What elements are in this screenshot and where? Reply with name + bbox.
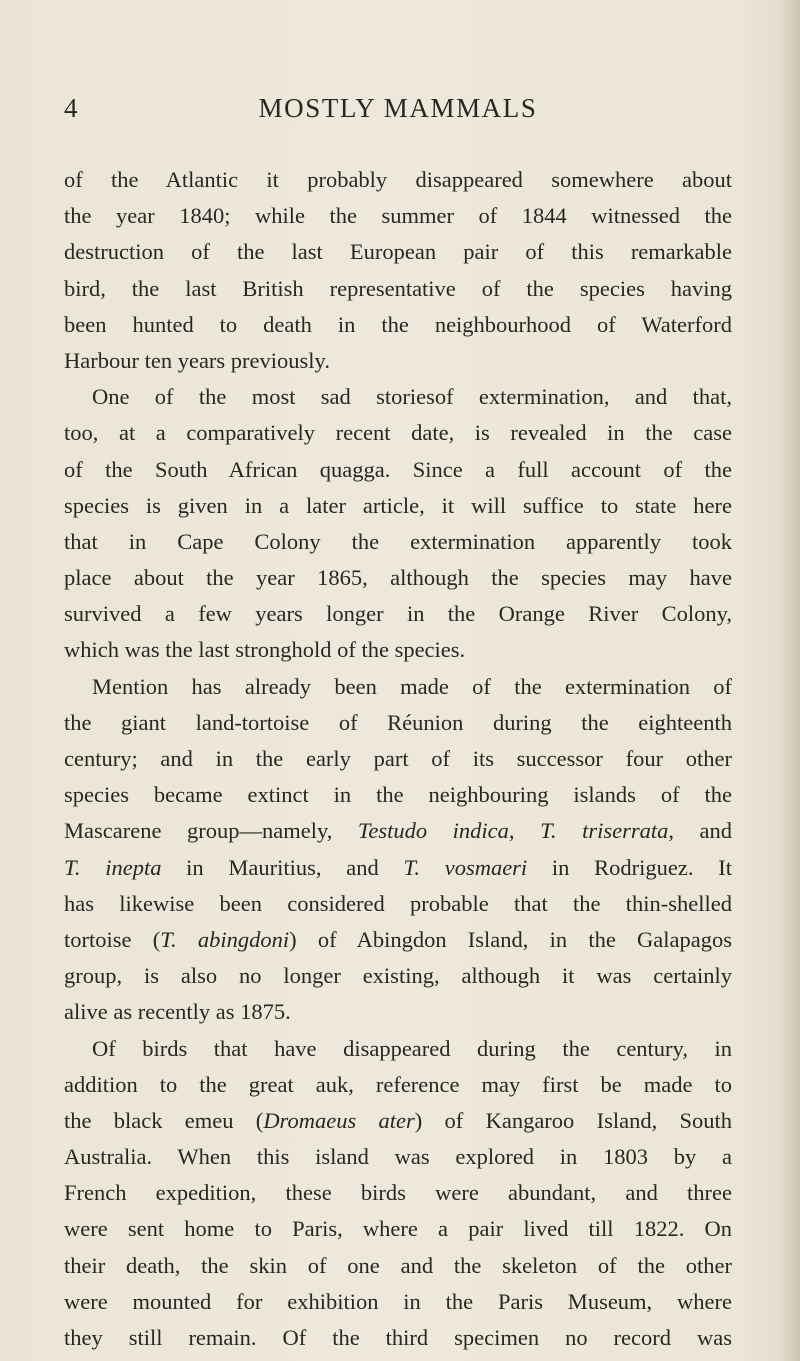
text-line: place about the year 1865, although the species may have — [64, 565, 732, 591]
text-line: the giant land-tortoise of Réunion during the eighteenth — [64, 709, 732, 735]
text-line: were sent home to Paris, where a pair lived till 1822. On — [64, 1216, 732, 1242]
text-line: Mention has already been made of the extermination of — [92, 673, 732, 699]
running-title: MOSTLY MAMMALS — [258, 93, 538, 123]
text-line: alive as recently as 1875. — [64, 999, 291, 1025]
text-segment: tortoise ( — [64, 926, 161, 952]
text-line: that in Cape Colony the extermination apparently took — [64, 528, 732, 554]
species-name: T. inepta — [64, 854, 162, 880]
text-line: century; and in the early part of its successor four other — [64, 746, 732, 771]
text-line: been hunted to death in the neighbourhood of Waterford — [64, 311, 732, 337]
text-line — [64, 813, 732, 849]
text-line: bird, the last British representative of the species having — [64, 275, 732, 301]
text-line: French expedition, these birds were abundant, and three — [64, 1180, 732, 1206]
text-line: which was the last stronghold of the species. — [64, 637, 466, 663]
text-line: of the Atlantic it probably disappeared somewhere about — [64, 167, 732, 192]
page-edge-shadow — [778, 0, 800, 1361]
text-segment: ) of Kangaroo Island, South — [414, 1107, 732, 1133]
body-text — [64, 162, 732, 1356]
text-line: has likewise been considered probable that the thin-shelled — [64, 890, 732, 916]
text-line: were mounted for exhibition in the Paris Museum, where — [64, 1288, 732, 1314]
text-line: the year 1840; while the summer of 1844 witnessed the — [64, 203, 732, 229]
text-line: of the South African quagga. Since a full account of the — [64, 456, 732, 482]
species-name: T. abingdoni — [160, 926, 290, 952]
text-line: destruction of the last European pair of this remarkable — [64, 239, 732, 265]
text-line — [64, 1103, 732, 1139]
text-segment: in Mauritius, and — [161, 854, 404, 880]
text-line: their death, the skin of one and the skeleton of the other — [64, 1252, 732, 1278]
text-line: Australia. When this island was explored in 1803 by a — [64, 1144, 732, 1170]
species-name: T. vosmaeri — [403, 854, 528, 880]
text-line: One of the most sad storiesof extermination, and that, — [92, 384, 732, 410]
text-line: too, at a comparatively recent date, is revealed in the case — [64, 420, 732, 446]
running-head — [64, 88, 732, 128]
text-line: they still remain. Of the third specimen no record was — [64, 1325, 732, 1350]
species-name: Testudo indica — [357, 818, 509, 844]
text-line — [64, 922, 732, 958]
species-name: Dromaeus ater — [263, 1107, 415, 1133]
text-line: Harbour ten years previously. — [64, 347, 330, 373]
text-segment: ) of Abingdon Island, in the Galapagos — [289, 926, 732, 952]
text-segment: in Rodriguez. It — [527, 854, 732, 880]
text-segment: , and — [668, 818, 732, 844]
text-line: group, is also no longer existing, although it was certainly — [64, 963, 732, 989]
text-line: species is given in a later article, it will suffice to state here — [64, 492, 732, 518]
text-line: addition to the great auk, reference may first be made to — [64, 1071, 732, 1097]
text-line — [64, 850, 732, 886]
text-segment: Mascarene group—namely, — [64, 818, 358, 844]
text-line: Of birds that have disappeared during the century, in — [92, 1035, 732, 1061]
page-number: 4 — [64, 93, 78, 123]
text-segment: the black emeu ( — [64, 1107, 264, 1133]
text-line: survived a few years longer in the Orange River Colony, — [64, 601, 732, 627]
text-segment: , — [508, 818, 541, 844]
species-name: T. triserrata — [540, 818, 669, 844]
text-line: species became extinct in the neighbouring islands of the — [64, 782, 732, 808]
